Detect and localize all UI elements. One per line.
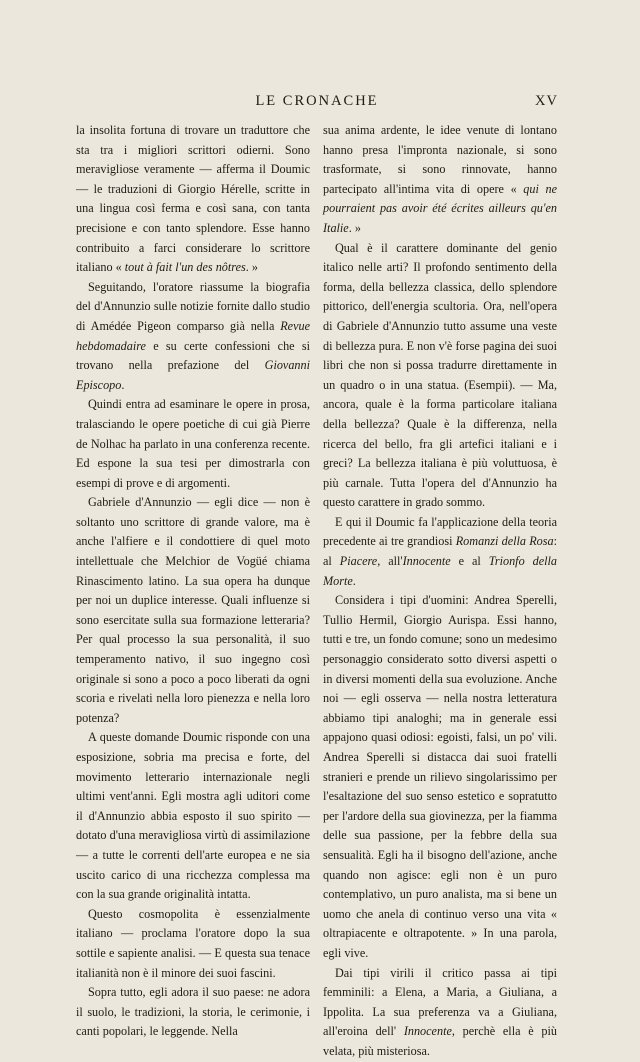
paragraph-left-6: Questo cosmopolita è essenzialmente italiano — proclama l'oratore dopo la sua sottile e sapiente analisi. — E questa sua tenace italianità non è il minore dei suoi fascini. bbox=[76, 906, 310, 980]
paragraph-left-5: A queste domande Doumic risponde con una esposizione, sobria ma precisa e forte, del movimento letterario internazionale negli ultimi vent'anni. Egli mostra agli uditori come il d'Annunzio abbia esposto il suo spirito — dotato d'una meravigliosa virtù di assimilazione — a tutte le correnti dell'arte europea e ne sia uscito carico di una ricchezza complessa ma con la sua grande originalità intatta. bbox=[76, 730, 310, 902]
running-title: LE CRONACHE bbox=[255, 93, 379, 109]
paragraph-left-7: Sopra tutto, egli adora il suo paese: ne adora il suolo, le tradizioni, la storia, le cerimonie, i canti popolari, le leggende. Nella bbox=[76, 985, 310, 1039]
paragraph-left-3: Quindi entra ad esaminare le opere in prosa, tralasciando le opere poetiche di cui già Pierre de Nolhac ha parlato in una conferenza recente. Ed espone la sua tesi per dimostrarla con esempi di prove e di argomenti. bbox=[76, 397, 310, 490]
left-column bbox=[76, 121, 310, 1042]
running-head bbox=[76, 93, 558, 113]
paragraph-left-4: Gabriele d'Annunzio — egli dice — non è soltanto uno scrittore di grande valore, ma è anche l'alfiere e il condottiere di quel moto intellettuale che Melchior de Vogüé chiama Rinascimento latino. La sua opera ha dunque per noi un duplice interesse. Quali influenze si sono esercitate sulla sua formazione letteraria? Per qual processo la sua personalità, il suo temperamento nativo, il suo ingegno così originale si sono a poco a poco liberati da ogni scoria e rivelati nella loro pienezza e nella loro potenza? bbox=[76, 495, 310, 725]
paragraph-right-1: sua anima ardente, le idee venute di lontano hanno presa l'impronta nazionale, si sono trasformate, si sono rinnovate, hanno partecipato all'intima vita di opere « qui ne pourraient pas avoir été écrites ailleurs qu'en Italie. » bbox=[323, 123, 557, 235]
right-column bbox=[323, 121, 557, 1062]
paragraph-right-2: Qual è il carattere dominante del genio italico nelle arti? Il profondo sentimento della forma, della bellezza classica, dello splendore pittorico, dell'energia scultoria. Ora, nell'opera di Gabriele d'Annunzio tutto assume una veste di bellezza pura. E non v'è forse pagina dei suoi libri che non si possa tradurre direttamente in un quadro o in una statua. (Esempii). — Ma, ancora, quale è la forma particolare italiana della bellezza? Quale è la differenza, nella ricerca del bello, fra gli artefici italiani e i greci? La bellezza italiana è più voluttuosa, è più carnale. Tutta l'opera del d'Annunzio ha questo carattere in grado sommo. bbox=[323, 240, 557, 510]
paragraph-right-5: Dai tipi virili il critico passa ai tipi femminili: a Elena, a Maria, a Giuliana, a Ippolita. La sua preferenza va a Giuliana, all'eroina dell' Innocente, perchè ella è più velata, più misteriosa. bbox=[323, 965, 557, 1058]
paragraph-right-3: E qui il Doumic fa l'applicazione della teoria precedente ai tre grandiosi Romanzi della Rosa: al Piacere, all'Innocente e al Trionfo della Morte. bbox=[323, 514, 557, 588]
paragraph-left-1: la insolita fortuna di trovare un traduttore che sta tra i migliori scrittori odierni. Sono meravigliose veramente — afferma il Doumic — le traduzioni di Giorgio Hérelle, scritte in una lingua così ferma e così sana, con tanta precisione e con tanto splendore. Esse hanno contribuito a farci considerare lo scrittore italiano « tout à fait l'un des nôtres. » bbox=[76, 123, 310, 275]
paragraph-left-2: Seguitando, l'oratore riassume la biografia del d'Annunzio sulle notizie fornite dallo studio di Amédée Pigeon comparso già nella Revue hebdomadaire e su certe confessioni che si trovano nella prefazione del Giovanni Episcopo. bbox=[76, 279, 310, 392]
paragraph-right-4: Considera i tipi d'uomini: Andrea Sperelli, Tullio Hermil, Giorgio Aurispa. Essi hanno, tutti e tre, un fondo comune; sono un medesimo personaggio considerato sotto diversi aspetti o in diversi momenti della sua evoluzione. Anche noi — egli osserva — nella nostra letteratura abbiamo tipi analoghi; ma in generale essi appajono quasi odiosi: egoisti, falsi, un po' vili. Andrea Sperelli si distacca dai suoi fratelli stranieri e prende un rilievo singolarissimo per l'esaltazione del suo senso estetico e sopratutto per l'ardore della sua giovinezza, per la fiamma delle sua passione, per la febbre della sua sensualità. Egli ha il bisogno dell'azione, anche quando non agisce: egli non è un puro contemplativo, un puro analista, ma si bene un uomo che anela di continuo verso una vita « oltrapiacente e oltrapotente. » In una parola, egli vive. bbox=[323, 593, 557, 960]
page-number: XV bbox=[535, 93, 558, 109]
